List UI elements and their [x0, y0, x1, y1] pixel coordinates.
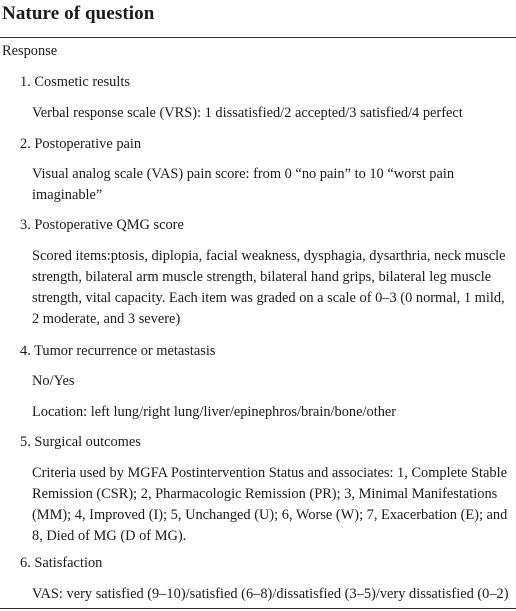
item-4-detail-answer: No/Yes [32, 373, 75, 389]
item-6-label: 6. Satisfaction [20, 555, 103, 571]
item-4-detail-location: Location: left lung/right lung/liver/epinephros/brain/bone/other [32, 404, 397, 420]
table-bottom-rule [0, 608, 516, 609]
item-2-label: 2. Postoperative pain [20, 136, 142, 152]
item-3-label: 3. Postoperative QMG score [20, 217, 184, 233]
item-4-label: 4. Tumor recurrence or metastasis [20, 343, 216, 359]
column-header-nature-of-question: Nature of question [2, 3, 155, 24]
questionnaire-table [0, 0, 516, 38]
item-6-detail: VAS: very satisfied (9–10)/satisfied (6–8)/dissatisfied (3–5)/very dissatisfied (0–2) [32, 586, 509, 602]
item-5-detail: Criteria used by MGFA Postintervention Status and associates: 1, Complete Stable Remission (CSR); 2, Pharmacologic Remission (PR); 3, Minimal Manifestations (MM); 4, Improved (I); 5, Unchanged (U); 6, Worse (W); 7, Exacerbation (E); and 8, Died of MG (D of MG). [32, 465, 508, 544]
item-1-detail: Verbal response scale (VRS): 1 dissatisfied/2 accepted/3 satisfied/4 perfect [32, 105, 463, 121]
item-1-label: 1. Cosmetic results [20, 74, 130, 90]
table-header [0, 0, 516, 38]
item-2-detail: Visual analog scale (VAS) pain score: from 0 “no pain” to 10 “worst pain imaginable” [32, 166, 455, 203]
item-3-detail: Scored items:ptosis, diplopia, facial weakness, dysphagia, dysarthria, neck muscle strength, bilateral arm muscle strength, bilateral hand grips, bilateral leg muscle strength, vital capacity. Each item was graded on a scale of 0–3 (0 normal, 1 mild, 2 moderate, and 3 severe) [32, 248, 506, 327]
section-label-response: Response [2, 43, 58, 59]
item-5-label: 5. Surgical outcomes [20, 434, 141, 450]
